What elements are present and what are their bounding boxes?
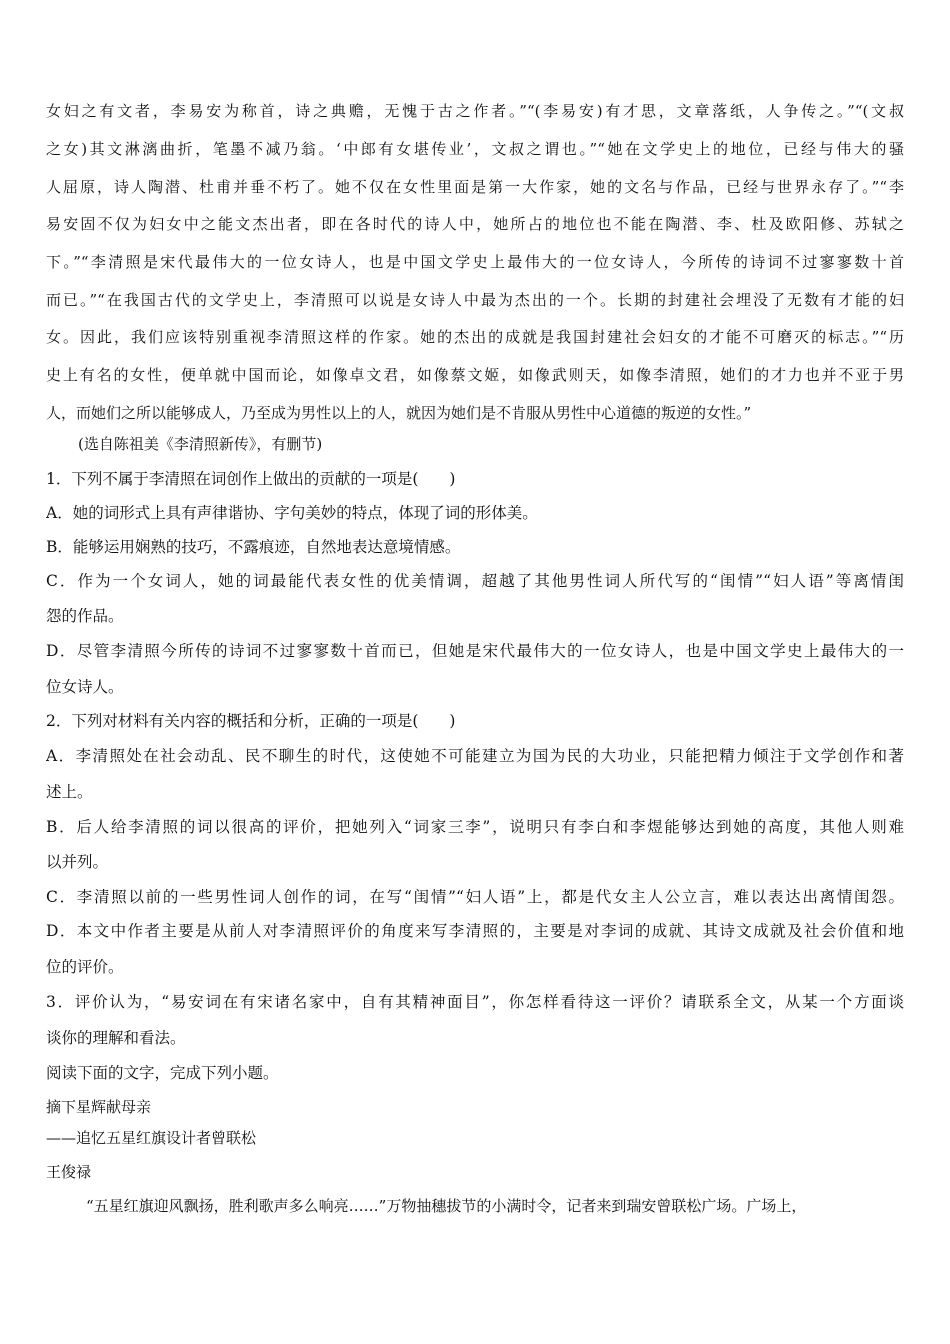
q1-option-c-line2: 怨的作品。 [46,607,124,625]
passage1-source: (选自陈祖美《李清照新传》，有删节) [78,435,323,453]
article-title: 摘下星辉献母亲 [46,1098,152,1116]
article-subtitle: ——追忆五星红旗设计者曾联松 [46,1129,257,1147]
article-author: 王俊禄 [46,1163,92,1181]
q1-stem: 1．下列不属于李清照在词创作上做出的贡献的一项是( ) [46,470,456,488]
passage1-line-5: 下。”“李清照是宋代最伟大的一位女诗人，也是中国文学史上最伟大的一位女诗人，今所传的诗词不过寥寥数十首 [46,253,904,271]
q1-option-c-line1: C．作为一个女词人，她的词最能代表女性的优美情调，超越了其他男性词人所代写的“闺情”“妇人语”等离情闺 [46,572,904,590]
passage1-line-3: 人屈原，诗人陶潜、杜甫并垂不朽了。她不仅在女性里面是第一大作家，她的文名与作品，已经与世界永存了。”“李 [46,178,904,196]
article-first-line: “五星红旗迎风飘扬，胜利歌声多么响亮……”万物抽穗拔节的小满时令，记者来到瑞安曾联松广场。广场上， [86,1197,807,1215]
q2-option-d-line2: 位的评价。 [46,958,124,976]
q1-option-d-line1: D．尽管李清照今所传的诗词不过寥寥数十首而已，但她是宋代最伟大的一位女诗人，也是中国文学史上最伟大的一 [46,642,904,660]
q2-option-b-line1: B．后人给李清照的词以很高的评价，把她列入“词家三李”，说明只有李白和李煜能够达到她的高度，其他人则难 [46,818,904,836]
q2-option-a-line1: A．李清照处在社会动乱、民不聊生的时代，这使她不可能建立为国为民的大功业，只能把精力倾注于文学创作和著 [46,747,904,765]
q3-stem-line1: 3．评价认为，“易安词在有宋诸名家中，自有其精神面目”，你怎样看待这一评价？请联系全文，从某一个方面谈 [46,993,904,1011]
q3-stem-line2: 谈你的理解和看法。 [46,1029,186,1047]
q2-option-a-line2: 述上。 [46,783,93,801]
q1-option-a: A．她的词形式上具有声律谐协、字句美妙的特点，体现了词的形体美。 [46,504,538,522]
passage1-line-6: 而已。”“在我国古代的文学史上，李清照可以说是女诗人中最为杰出的一个。长期的封建社会埋没了无数有才能的妇 [46,291,904,309]
passage1-line-1: 女妇之有文者，李易安为称首，诗之典赡，无愧于古之作者。”“(李易安)有才思，文章落纸，人争传之。”“(文叔 [46,102,904,120]
q2-option-d-line1: D．本文中作者主要是从前人对李清照评价的角度来写李清照的，主要是对李词的成就、其诗文成就及社会价值和地 [46,922,904,940]
passage1-line-4: 易安固不仅为妇女中之能文杰出者，即在各时代的诗人中，她所占的地位也不能在陶潜、李、杜及欧阳修、苏轼之 [46,215,904,233]
passage1-line-9: 人，而她们之所以能够成人，乃至成为男性以上的人，就因为她们是不肯服从男性中心道德的叛逆的女性。” [46,404,752,422]
passage1-line-7: 女。因此，我们应该特别重视李清照这样的作家。她的杰出的成就是我国封建社会妇女的才能不可磨灭的标志。”“历 [46,328,904,346]
q2-option-c: C．李清照以前的一些男性词人创作的词，在写“闺情”“妇人语”上，都是代女主人公立言，难以表达出离情闺怨。 [46,888,904,906]
passage1-line-2: 之女)其文淋漓曲折，笔墨不减乃翁。‘中郎有女堪传业’，文叔之谓也。”“她在文学史上的地位，已经与伟大的骚 [46,140,904,158]
passage1-line-8: 史上有名的女性，便单就中国而论，如像卓文君，如像蔡文姬，如像武则天，如像李清照，她们的才力也并不亚于男 [46,366,904,384]
q2-option-b-line2: 以并列。 [46,853,109,871]
q1-option-d-line2: 位女诗人。 [46,678,124,696]
q1-option-b: B．能够运用娴熟的技巧，不露痕迹，自然地表达意境情感。 [46,538,461,556]
q2-stem: 2．下列对材料有关内容的概括和分析，正确的一项是( ) [46,712,456,730]
reading-instruction: 阅读下面的文字，完成下列小题。 [46,1064,279,1082]
